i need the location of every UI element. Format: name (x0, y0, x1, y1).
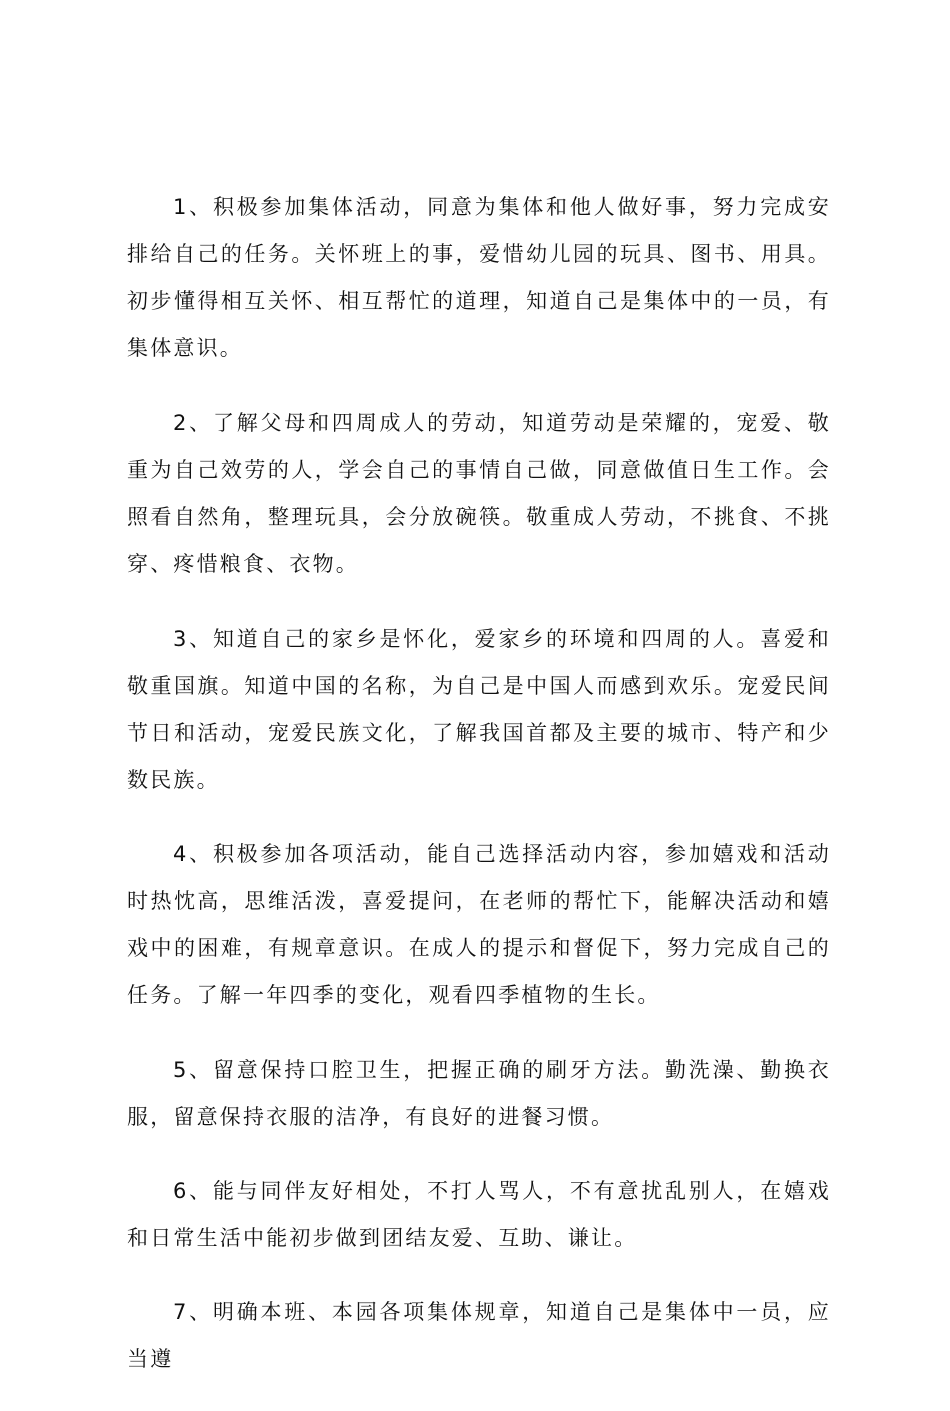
paragraph-4: 4、积极参加各项活动，能自己选择活动内容，参加嬉戏和活动时热忱高，思维活泼，喜爱提问，在老师的帮忙下，能解决活动和嬉戏中的困难，有规章意识。在成人的提示和督促下，努力完成自己的任务。了解一年四季的变化，观看四季植物的生长。 (127, 842, 831, 1007)
paragraph-3: 3、知道自己的家乡是怀化，爱家乡的环境和四周的人。喜爱和敬重国旗。知道中国的名称，为自己是中国人而感到欢乐。宠爱民间节日和活动，宠爱民族文化，了解我国首都及主要的城市、特产和少数民族。 (127, 627, 831, 792)
document-body (127, 184, 831, 1411)
paragraph-2: 2、了解父母和四周成人的劳动，知道劳动是荣耀的，宠爱、敬重为自己效劳的人，学会自己的事情自己做，同意做值日生工作。会照看自然角，整理玩具，会分放碗筷。敬重成人劳动，不挑食、不挑穿、疼惜粮食、衣物。 (127, 411, 831, 576)
paragraph-5: 5、留意保持口腔卫生，把握正确的刷牙方法。勤洗澡、勤换衣服，留意保持衣服的洁净，有良好的进餐习惯。 (127, 1058, 831, 1129)
paragraph-1: 1、积极参加集体活动，同意为集体和他人做好事，努力完成安排给自己的任务。关怀班上的事，爱惜幼儿园的玩具、图书、用具。初步懂得相互关怀、相互帮忙的道理，知道自己是集体中的一员，有集体意识。 (127, 195, 831, 360)
paragraph-6: 6、能与同伴友好相处，不打人骂人，不有意扰乱别人，在嬉戏和日常生活中能初步做到团结友爱、互助、谦让。 (127, 1179, 831, 1250)
paragraph-7: 7、明确本班、本园各项集体规章，知道自己是集体中一员，应当遵 (127, 1300, 831, 1371)
